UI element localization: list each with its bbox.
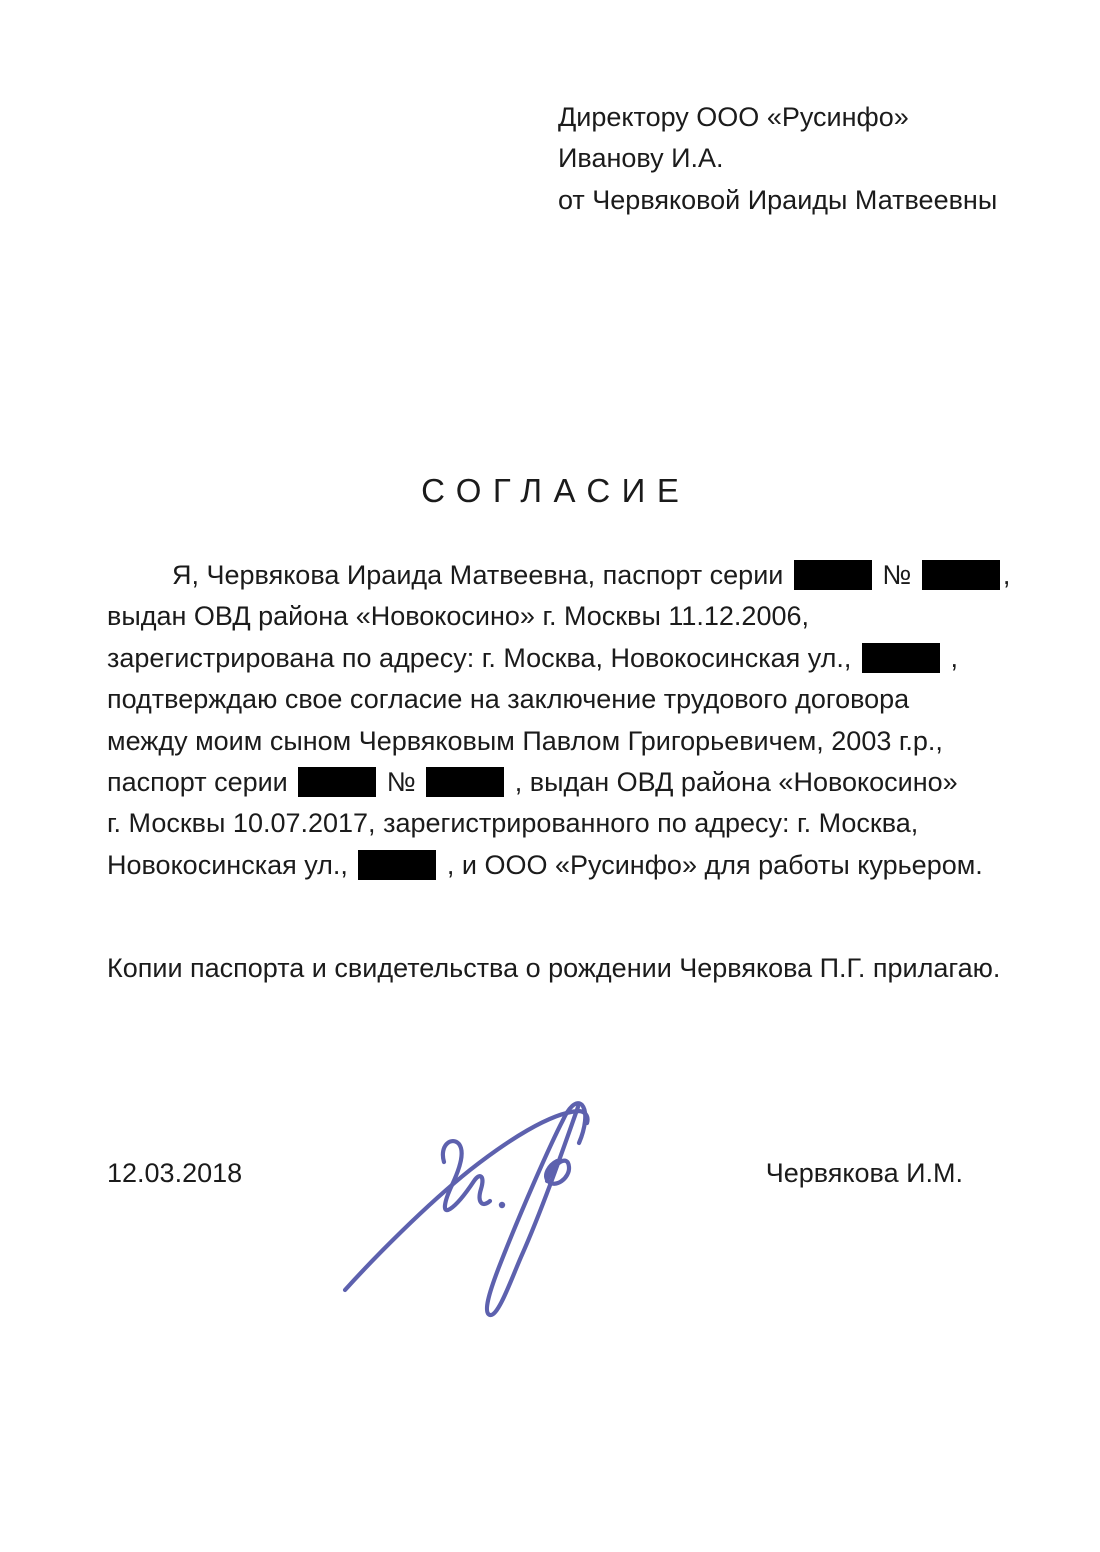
body-line: г. Москвы 10.07.2017, зарегистрированного по адресу: г. Москва, — [107, 808, 919, 839]
handwritten-signature-icon — [335, 1091, 600, 1326]
redaction-box — [922, 560, 1000, 590]
redaction-box — [358, 850, 436, 880]
body-line: Я, Червякова Ираида Матвеевна, паспорт серии № , — [172, 560, 1011, 590]
addressee-line: от Червяковой Ираиды Матвеевны — [558, 184, 998, 215]
addressee-line: Директору ООО «Русинфо» — [558, 102, 909, 132]
redaction-box — [426, 767, 504, 797]
addressee-line: Иванову И.А. — [558, 143, 724, 174]
body-line: зарегистрирована по адресу: г. Москва, Новокосинская ул., , — [107, 642, 958, 673]
redaction-box — [794, 560, 872, 590]
body-line: Новокосинская ул., , и ООО «Русинфо» для работы курьером. — [107, 849, 983, 880]
signature-dot — [499, 1202, 505, 1208]
signature-stroke — [443, 1141, 490, 1210]
signature-stroke — [345, 1111, 588, 1290]
signature-stroke — [546, 1161, 569, 1184]
redaction-box — [862, 643, 940, 673]
document-date: 12.03.2018 — [107, 1158, 243, 1188]
addressee-block — [558, 97, 997, 221]
body-line: подтверждаю свое согласие на заключение трудового договора — [107, 684, 910, 715]
signature-stroke — [487, 1103, 585, 1315]
document-title: СОГЛАСИЕ — [421, 472, 691, 509]
body-line: между моим сыном Червяковым Павлом Григорьевичем, 2003 г.р., — [107, 725, 943, 756]
body-line: выдан ОВД района «Новокосино» г. Москвы 11.12.2006, — [107, 601, 809, 632]
signer-name: Червякова И.М. — [765, 1158, 963, 1188]
attachment-note: Копии паспорта и свидетельства о рождении Червякова П.Г. прилагаю. — [107, 953, 1001, 983]
body-line: паспорт серии № , выдан ОВД района «Новокосино» — [107, 767, 958, 798]
redaction-box — [298, 767, 376, 797]
document-body — [107, 555, 1047, 886]
